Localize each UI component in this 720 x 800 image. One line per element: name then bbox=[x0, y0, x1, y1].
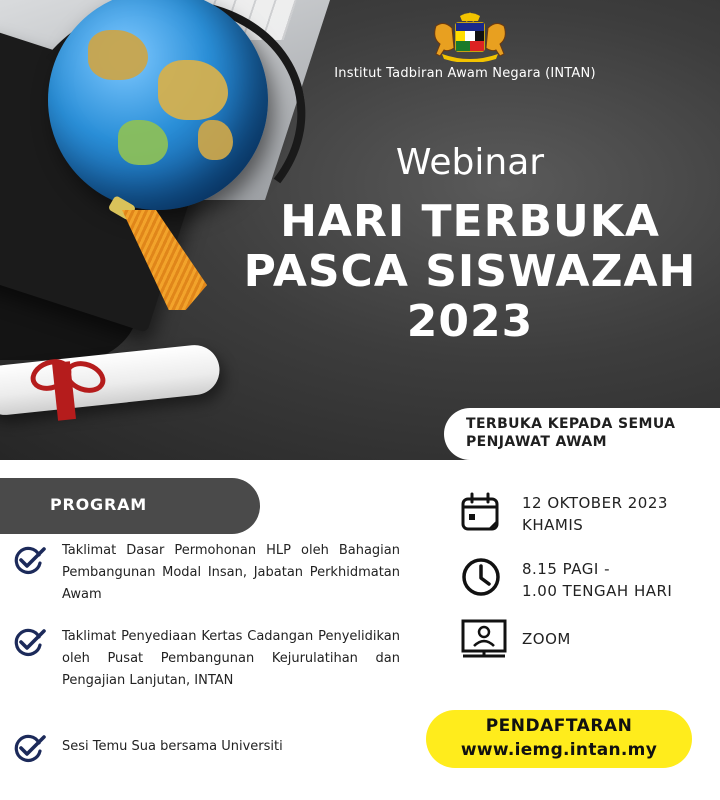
program-item-text: Taklimat Penyediaan Kertas Cadangan Penyelidikan oleh Pusat Pembangunan Kejurulatihan dan Pengajian Lanjutan, INTAN bbox=[62, 629, 400, 688]
end-time-text: 1.00 TENGAH HARI bbox=[522, 582, 673, 600]
calendar-icon bbox=[460, 492, 500, 532]
audience-line-1: TERBUKA KEPADA SEMUA bbox=[466, 416, 676, 432]
day-text: KHAMIS bbox=[522, 516, 584, 534]
title-line-1: HARI TERBUKA bbox=[280, 196, 660, 247]
check-circle-icon bbox=[12, 546, 46, 576]
webinar-label: Webinar bbox=[395, 142, 545, 183]
check-circle-icon bbox=[12, 628, 46, 658]
ribbon-bow-image bbox=[30, 360, 100, 390]
video-conference-icon bbox=[460, 618, 508, 660]
program-item-text: Taklimat Dasar Permohonan HLP oleh Bahagian Pembangunan Modal Insan, Jabatan Perkhidmatan Awam bbox=[62, 543, 400, 602]
program-heading-bar bbox=[0, 478, 260, 534]
globe-image bbox=[48, 0, 268, 210]
organization-name: Institut Tadbiran Awam Negara (INTAN) bbox=[334, 66, 596, 81]
malaysia-coat-of-arms-icon bbox=[422, 12, 518, 62]
event-title bbox=[200, 197, 720, 347]
clock-icon bbox=[460, 556, 502, 598]
program-item-text: Sesi Temu Sua bersama Universiti bbox=[62, 739, 283, 754]
registration-badge[interactable] bbox=[426, 710, 692, 768]
start-time-text: 8.15 PAGI - bbox=[522, 560, 610, 578]
title-line-2: PASCA SISWAZAH bbox=[243, 246, 697, 297]
program-heading: PROGRAM bbox=[50, 495, 148, 514]
registration-label: PENDAFTARAN bbox=[485, 716, 633, 736]
check-circle-icon bbox=[12, 734, 46, 764]
audience-line-2: PENJAWAT AWAM bbox=[466, 434, 607, 450]
title-line-3: 2023 bbox=[406, 296, 534, 347]
platform-text: ZOOM bbox=[522, 630, 571, 648]
audience-badge bbox=[444, 408, 720, 460]
registration-url-link[interactable]: www.iemg.intan.my bbox=[460, 740, 658, 760]
date-text: 12 OKTOBER 2023 bbox=[522, 494, 668, 512]
